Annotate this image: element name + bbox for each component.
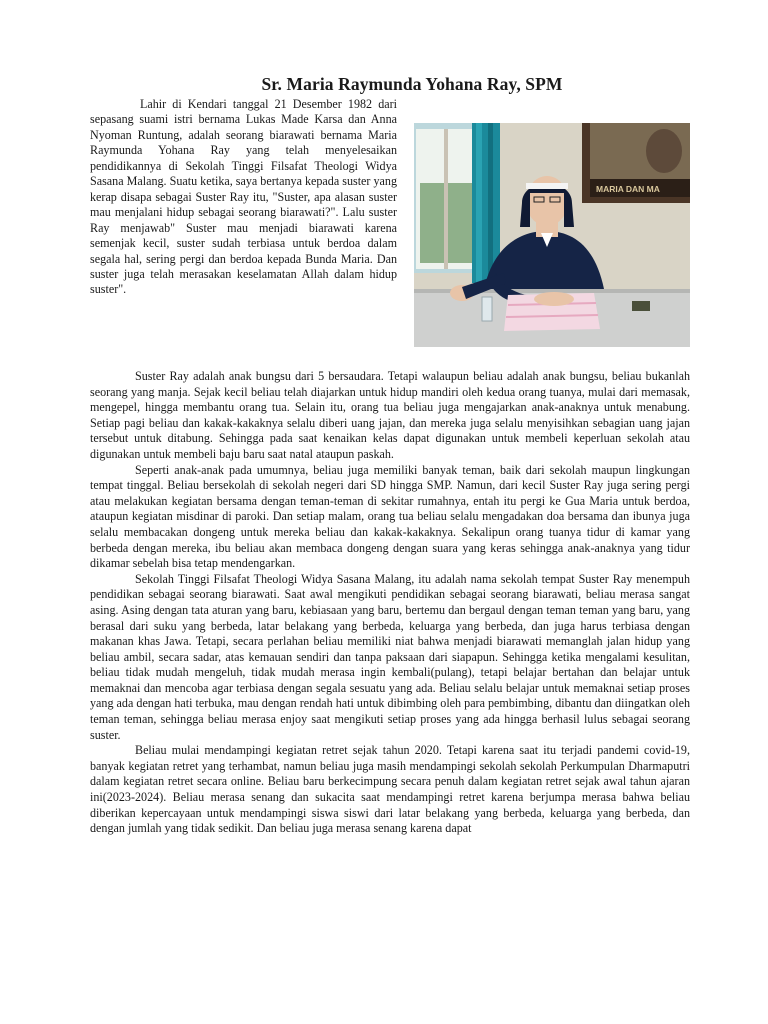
paragraph: Sekolah Tinggi Filsafat Theologi Widya Sasana Malang, itu adalah nama sekolah tempat Suster Ray menempuh pendidikan sebagai seorang biarawati. Saat awal mengikuti pendidikan sebagai seorang biarawati, beliau merasa sangat asing. Asing dengan tata aturan yang baru, kebiasaan yang baru, bertemu dan bergaul dengan teman teman yang baru, yang berasal dari suku yang berbeda, latar belakang yang berbeda, keluarga yang berbeda, dan juga harus terbiasa dengan makanan khas Jawa. Tetapi, secara perlahan beliau memiliki niat bahwa menjadi biarawati memanglah jalan hidup yang beliau ambil, secara sadar, atas kemauan sendiri dan tanpa paksaan dari siapapun. Sehingga ketika mengalami kesulitan, beliau tidak mudah mengeluh, tidak mudah merasa ingin kembali(pulang), tetapi belajar bertahan dan belajar untuk memaknai dan mencoba agar terbiasa dengan segala sesuatu yang ada. Beliau selalu belajar untuk memaknai setiap proses yang ada dengan hati terbuka, mau dengan rendah hati untuk dibimbing oleh para pembimbing, dibantu dan diingatkan oleh teman teman, sehingga beliau merasa enjoy saat mengikuti setiap proses yang ada hingga berhasil lulus sebagai seorang suster.	[90, 571, 690, 742]
paragraph: Suster Ray adalah anak bungsu dari 5 bersaudara. Tetapi walaupun beliau adalah anak bungsu, beliau bukanlah seorang yang manja. Sejak kecil beliau telah diajarkan untuk hidup mandiri oleh kedua orang tuanya, mulai dari memasak, mengepel, hingga membantu orang tua. Selain itu, orang tua beliau juga mengajarkan anak-anaknya untuk menabung. Setiap pagi beliau dan kakak-kakaknya selalu diberi uang jajan, dan mereka juga selalu menyisihkan sebagian uang jajan tersebut untuk ditabung. Sehingga pada saat kenaikan kelas dapat digunakan untuk membeli keperluan sekolah atau digunakan untuk membeli baju baru saat natal ataupun paskah.	[90, 369, 690, 461]
document-page	[90, 0, 690, 1024]
paragraph: Beliau mulai mendampingi kegiatan retret sejak tahun 2020. Tetapi karena saat itu terjadi pandemi covid-19, banyak kegiatan retret yang terhambat, namun beliau juga masih mendampingi sekolah sekolah Perkumpulan Dharmaputri dalam kegiatan retret secara online. Beliau baru berkecimpung secara penuh dalam kegiatan retret sejak awal tahun ajaran ini(2023-2024). Beliau merasa senang dan sukacita saat mendampingi retret karena berjumpa merasa bahwa beliau diberikan kepercayaan untuk mendampingi siswa siswi dari latar belakang yang berbeda, keluarga yang berbeda, dan dengan jumlah yang tidak sedikit. Dan beliau juga merasa senang karena dapat	[90, 743, 690, 836]
page-title: Sr. Maria Raymunda Yohana Ray, SPM	[261, 74, 563, 94]
paragraph-intro: Lahir di Kendari tanggal 21 Desember 1982 dari sepasang suami istri bernama Lukas Made Karsa dan Anna Nyoman Runtung, adalah seorang biarawati bernama Maria Raymunda Yohana Ray yang telah menyelesaikan pendidikannya di Sekolah Tinggi Filsafat Theologi Widya Sasana Malang. Suatu ketika, saya bertanya kepada suster yang kerap disapa sebagai Suster Ray itu, "Suster, apa alasan suster mau menjalani hidup sebagai seorang biarawati?". Lalu suster Ray menjawab" Suster mau menjadi biarawati karena semenjak kecil, suster sudah terbiasa untuk berdoa dalam segala hal, sering pergi dan berdoa kepada Bunda Maria. Dan suster juga telah merasakan keselamatan Allah dalam hidup suster".	[90, 97, 397, 297]
portrait-photo-illustration	[414, 123, 690, 347]
portrait-photo	[414, 123, 690, 347]
article-body	[90, 369, 690, 837]
picture-caption: MARIA DAN MA	[596, 184, 660, 194]
paragraph: Seperti anak-anak pada umumnya, beliau juga memiliki banyak teman, baik dari sekolah maupun lingkungan tempat tinggal. Beliau bersekolah di sekolah negeri dari SD hingga SMP. Namun, dari kecil Suster Ray juga sering pergi atau melakukan kegiatan bersama dengan teman-teman di sekitar rumahnya, entah itu pergi ke Gua Maria untuk berdoa, ataupun kegiatan misdinar di paroki. Dan setiap malam, orang tua beliau selalu mengadakan doa bersama dan ibunya juga selalu membacakan dongeng untuk mereka beliau dan kakak-kakaknya. Sekalipun orang tuanya tidur di kamar yang berbeda dengan mereka, ibu beliau akan membaca dongeng dengan suara yang keras sehingga anak-anaknya yang tidur dikamar sebelah bisa tetap mendengarkan.	[90, 462, 690, 571]
